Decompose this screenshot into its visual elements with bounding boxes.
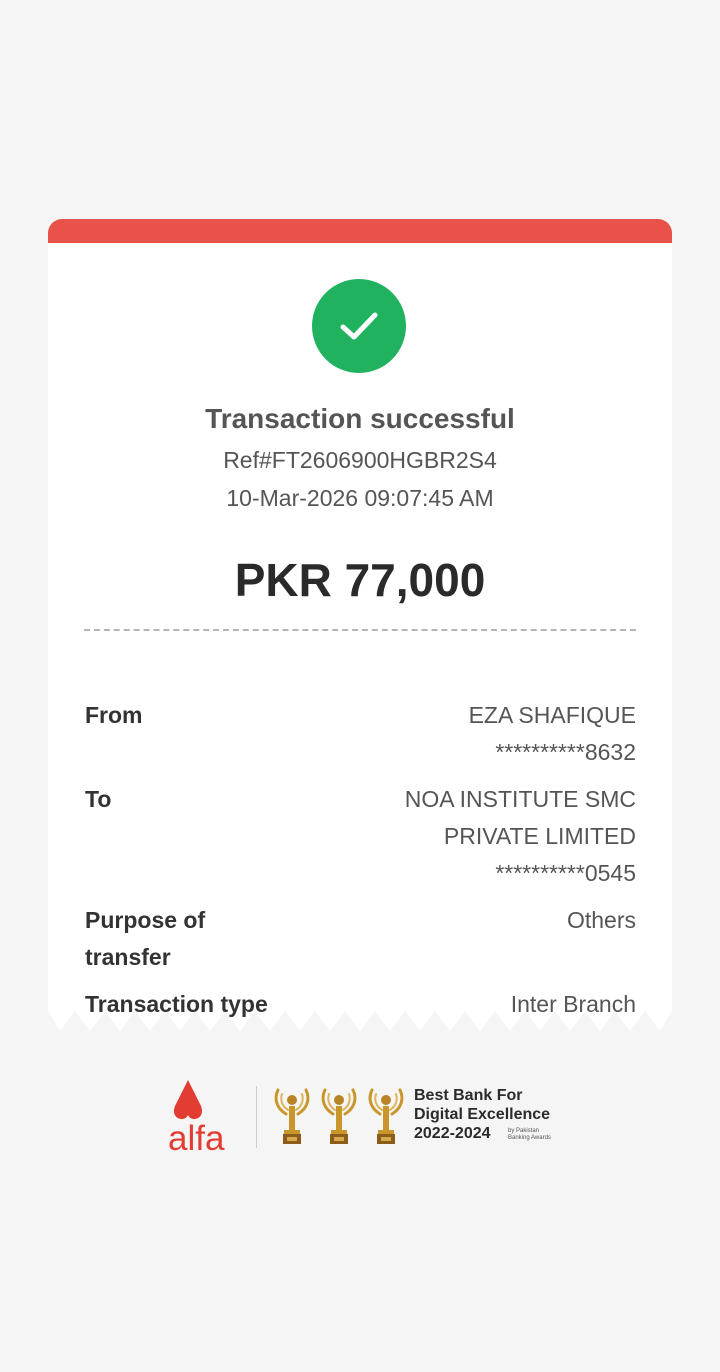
award-line3: 2022-2024 <box>414 1125 491 1142</box>
check-icon <box>337 304 381 348</box>
transaction-amount: PKR 77,000 <box>234 554 486 606</box>
to-name-line1: NOA INSTITUTE SMC <box>404 786 636 812</box>
from-account: **********8632 <box>495 739 636 765</box>
purpose-label-line1: Purpose of <box>85 907 206 933</box>
footer-vertical-divider <box>256 1086 257 1148</box>
receipt-card <box>48 243 672 1017</box>
alfa-logo <box>166 1078 246 1154</box>
success-badge <box>312 279 406 373</box>
transaction-type-label: Transaction type <box>85 991 268 1017</box>
award-by-line2: Banking Awards <box>508 1135 551 1141</box>
to-account: **********0545 <box>495 860 636 886</box>
to-label: To <box>85 786 112 812</box>
award-by <box>508 1128 551 1142</box>
trophy-icon <box>366 1084 406 1148</box>
purpose-label-line2: transfer <box>85 944 171 970</box>
from-name: EZA SHAFIQUE <box>468 702 636 728</box>
svg-text:alfa: alfa <box>168 1119 225 1154</box>
status-title: Transaction successful <box>205 403 515 434</box>
receipt-top-strip <box>48 219 672 243</box>
from-label: From <box>85 702 143 728</box>
purpose-value: Others <box>566 907 636 933</box>
footer-branding <box>166 1078 566 1158</box>
award-line2: Digital Excellence <box>414 1106 551 1123</box>
transaction-receipt <box>48 219 672 1032</box>
trophy-icon <box>319 1084 359 1148</box>
to-name-line2: PRIVATE LIMITED <box>443 823 636 849</box>
award-by-line1: by Pakistan <box>508 1128 540 1134</box>
reference-number: Ref#FT2606900HGBR2S4 <box>223 447 497 473</box>
transaction-type-value: Inter Branch <box>510 991 636 1017</box>
dashed-divider <box>84 629 636 631</box>
trophy-icon <box>272 1084 312 1148</box>
award-line1: Best Bank For <box>414 1087 523 1104</box>
transaction-datetime: 10-Mar-2026 09:07:45 AM <box>226 485 494 511</box>
